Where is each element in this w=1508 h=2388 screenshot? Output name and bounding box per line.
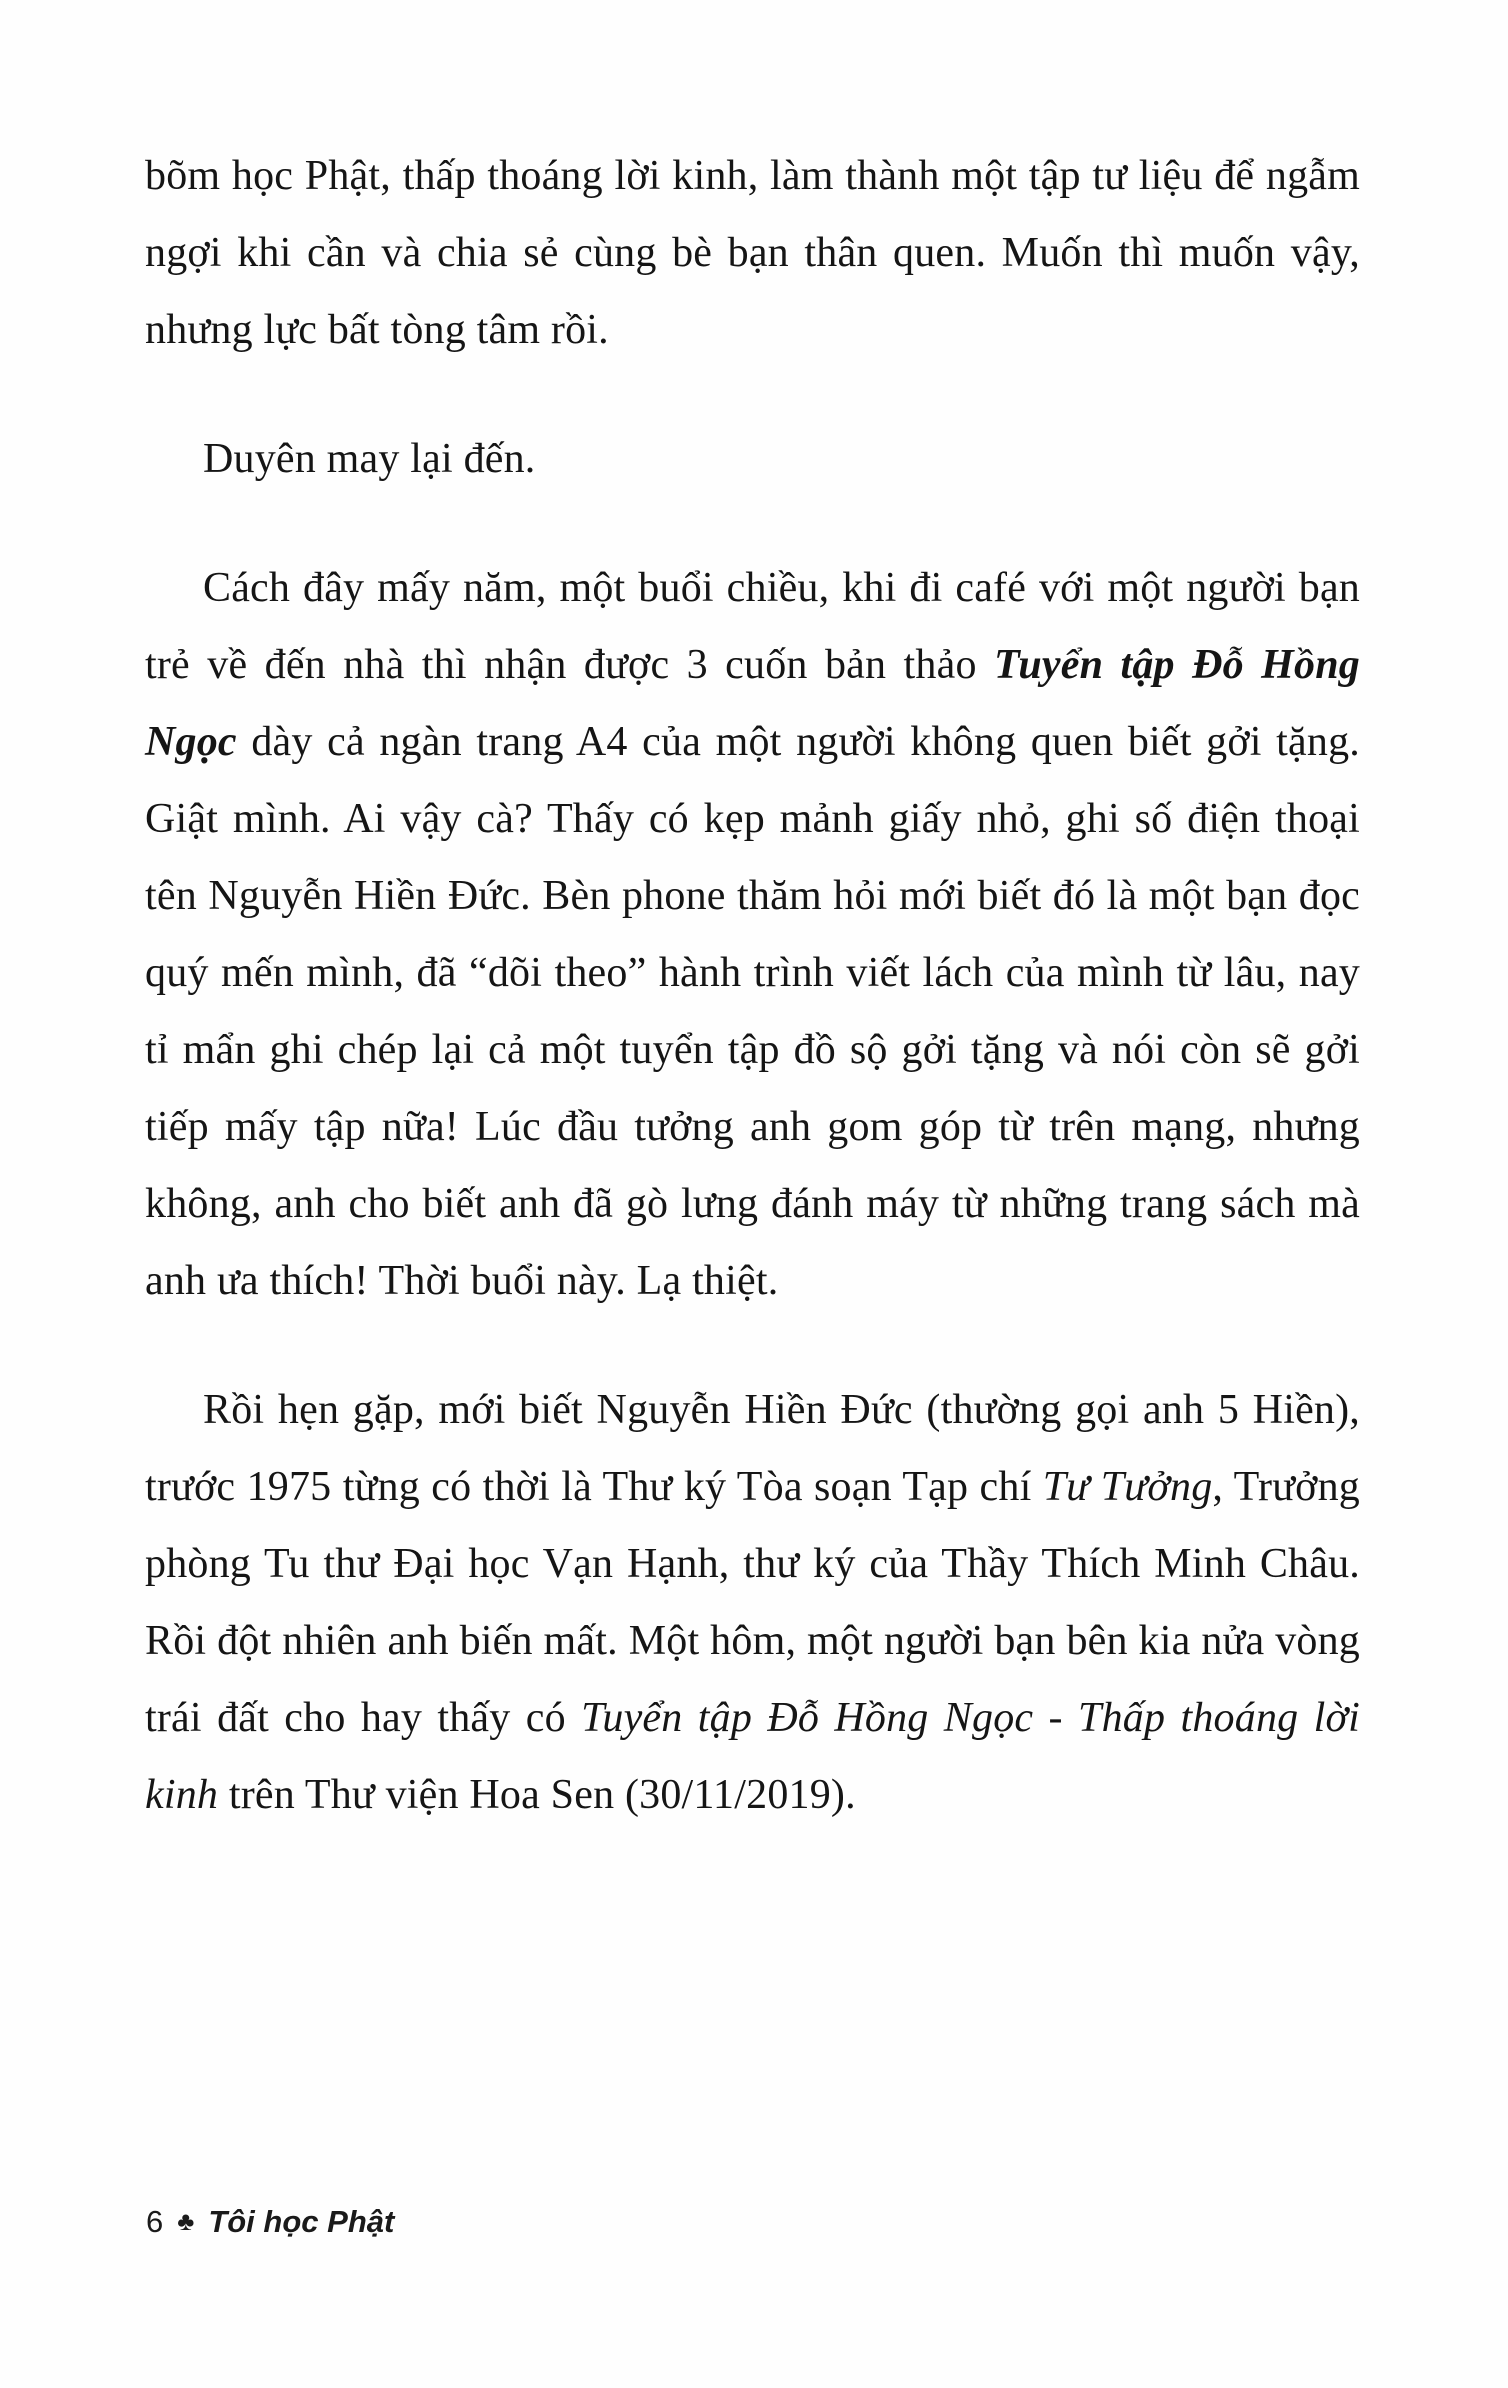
text-segment: bõm học Phật, thấp thoáng lời kinh, làm thành một tập tư liệu để ngẫm ngợi khi cần và chia sẻ cùng bè bạn thân quen. Muốn thì muốn vậy, nhưng lực bất tòng tâm rồi. bbox=[145, 153, 1371, 353]
page-paragraphs bbox=[145, 138, 1371, 1886]
page-footer bbox=[146, 2204, 394, 2240]
text-segment: dày cả ngàn trang A4 của một người không quen biết gởi tặng. Giật mình. Ai vậy cà? Thấy có kẹp mảnh giấy nhỏ, ghi số điện thoại tên Nguyễn Hiền Đức. Bèn phone thăm hỏi mới biết đó là một bạn đọc quý mến mình, đã “dõi theo” hành trình viết lách của mình từ lâu, nay tỉ mẩn ghi chép lại cả một tuyển tập đồ sộ gởi tặng và nói còn sẽ gởi tiếp mấy tập nữa! Lúc đầu tưởng anh gom góp từ trên mạng, nhưng không, anh cho biết anh đã gò lưng đánh máy từ những trang sách mà anh ưa thích! Thời buổi này. Lạ thiệt. bbox=[145, 719, 1371, 1304]
emphasized-text: Tuyển tập Đỗ Hồng Ngọc - Thấp thoáng lời kinh bbox=[145, 1695, 1371, 1818]
book-title: Tôi học Phật bbox=[208, 2204, 395, 2239]
page-number: 6 bbox=[146, 2204, 164, 2239]
text-segment: trên Thư viện Hoa Sen (30/11/2019). bbox=[218, 1772, 856, 1818]
paragraph bbox=[145, 138, 1371, 369]
paragraph bbox=[145, 1372, 1371, 1834]
text-segment: Cách đây mấy năm, một buổi chiều, khi đi café với một người bạn trẻ về đến nhà thì nhận được 3 cuốn bản thảo bbox=[145, 565, 1371, 688]
paragraph bbox=[145, 550, 1371, 1320]
club-suit-icon: ♣ bbox=[177, 2206, 195, 2236]
text-segment: , Trưởng phòng Tu thư Đại học Vạn Hạnh, thư ký của Thầy Thích Minh Châu. Rồi đột nhiên anh biến mất. Một hôm, một người bạn bên kia nửa vòng trái đất cho hay thấy có bbox=[145, 1464, 1371, 1741]
emphasized-text: Tuyển tập Đỗ Hồng Ngọc bbox=[145, 642, 1371, 765]
paragraph bbox=[145, 421, 1360, 498]
emphasized-text: Tư Tưởng bbox=[1042, 1464, 1213, 1510]
text-segment: Rồi hẹn gặp, mới biết Nguyễn Hiền Đức (thường gọi anh 5 Hiền), trước 1975 từng có thời là Thư ký Tòa soạn Tạp chí bbox=[145, 1387, 1371, 1510]
text-segment: Duyên may lại đến. bbox=[203, 436, 536, 482]
